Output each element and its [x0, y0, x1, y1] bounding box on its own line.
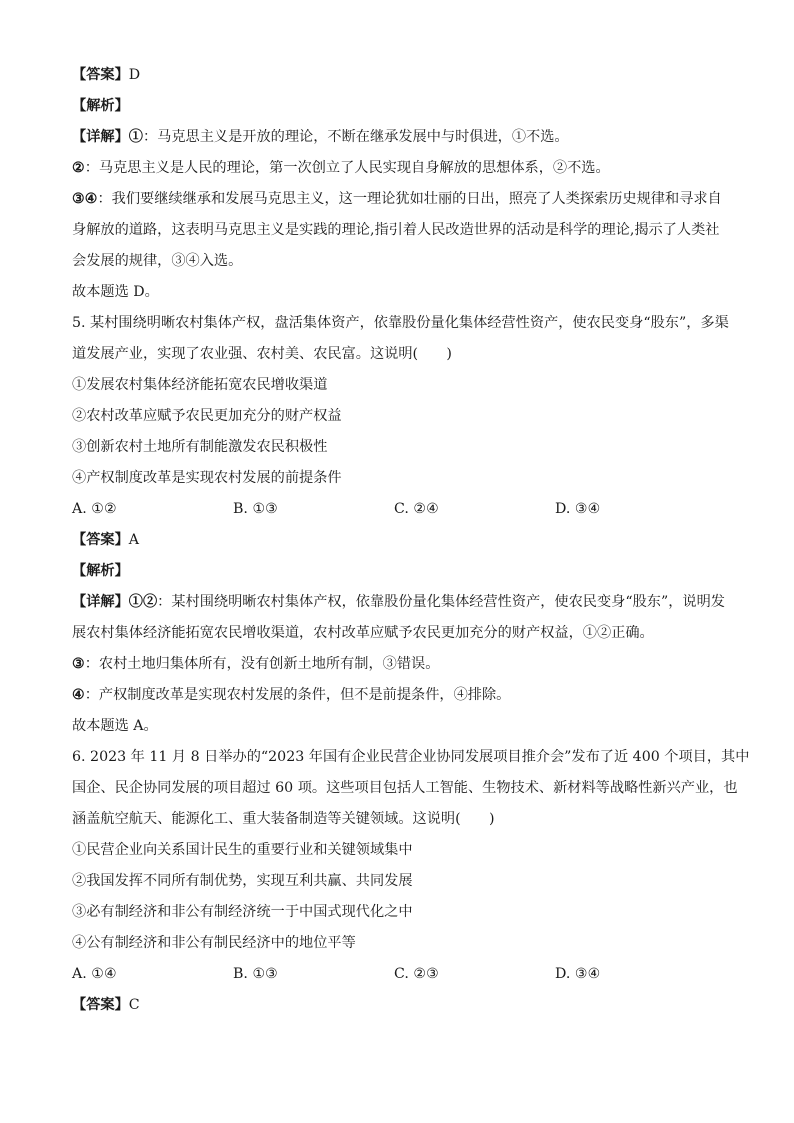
q5-statement: ③创新农村土地所有制能激发农民积极性: [72, 439, 328, 455]
q4-detail-1: [72, 122, 724, 153]
q5-stem-line1: 5. 某村围绕明晰农村集体产权，盘活集体资产，依靠股份量化集体经营性资产，使农民变身“股东”，多渠: [72, 315, 729, 331]
answer-label: 【答案】: [72, 67, 129, 83]
detail-label: 【详解】: [72, 129, 129, 145]
answer-value: D: [128, 67, 141, 83]
q6-stem-line3: 涵盖航空航天、能源化工、重大装备制造等关键领域。这说明( ): [72, 811, 495, 827]
q4-detail-3-line3: 会发展的规律，③④入选。: [72, 253, 243, 269]
q5-stem-line2: 道发展产业，实现了农业强、农村美、农民富。这说明( ): [72, 346, 452, 362]
q4-answer: [72, 60, 724, 91]
q5-options: [72, 494, 724, 525]
detail-nums: ①: [128, 129, 143, 145]
document-page: [72, 60, 750, 1021]
q5-answer: [72, 525, 724, 556]
q5-analysis-label: 【解析】: [72, 563, 129, 579]
q4-detail-3-line2: 身解放的道路，这表明马克思主义是实践的理论,指引着人民改造世界的活动是科学的理论,揭示了人类社: [72, 222, 720, 238]
q5-conclusion: 故本题选 A。: [72, 718, 158, 734]
detail-nums: ②: [72, 160, 85, 176]
answer-value: A: [128, 532, 140, 548]
detail-nums: ①②: [128, 594, 158, 610]
detail-text: ：某村围绕明晰农村集体产权，依靠股份量化集体经营性资产，使农民变身“股东”，说明发: [157, 594, 725, 610]
q5-statement: ④产权制度改革是实现农村发展的前提条件: [72, 470, 342, 486]
detail-nums: ③: [72, 656, 85, 672]
answer-value: C: [128, 997, 140, 1013]
option-d: D. ③④: [555, 966, 601, 982]
q6-options: [72, 959, 724, 990]
q5-detail-4: [72, 680, 724, 711]
q5-detail-1-line1: [72, 587, 724, 618]
detail-text: ：农村土地归集体所有，没有创新土地所有制，③错误。: [84, 656, 440, 672]
q4-analysis-label: 【解析】: [72, 98, 129, 114]
q6-statement: ③必有制经济和非公有制经济统一于中国式现代化之中: [72, 904, 413, 920]
option-c: C. ②③: [394, 966, 439, 982]
q5-detail-1-line2: 展农村集体经济能拓宽农民增收渠道，农村改革应赋予农民更加充分的财产权益，①②正确。: [72, 625, 654, 641]
detail-nums: ③④: [72, 191, 98, 207]
q5-statement: ①发展农村集体经济能拓宽农民增收渠道: [72, 377, 328, 393]
q6-statement: ①民营企业向关系国计民生的重要行业和关键领域集中: [72, 842, 413, 858]
detail-text: ：马克思主义是开放的理论，不断在继承发展中与时俱进，①不选。: [142, 129, 569, 145]
option-a: A. ①④: [72, 966, 117, 982]
detail-text: ：马克思主义是人民的理论，第一次创立了人民实现自身解放的思想体系，②不选。: [84, 160, 610, 176]
option-b: B. ①③: [233, 501, 278, 517]
q6-statement: ②我国发挥不同所有制优势，实现互利共赢、共同发展: [72, 873, 413, 889]
option-a: A. ①②: [72, 501, 117, 517]
q6-statement: ④公有制经济和非公有制民经济中的地位平等: [72, 935, 356, 951]
option-d: D. ③④: [555, 501, 601, 517]
q6-stem-line1: 6. 2023 年 11 月 8 日举办的“2023 年国有企业民营企业协同发展项目推介会”发布了近 400 个项目，其中: [72, 749, 750, 765]
q6-stem-line2: 国企、民企协同发展的项目超过 60 项。这些项目包括人工智能、生物技术、新材料等战略性新兴产业，也: [72, 780, 738, 796]
q4-detail-3-line1: [72, 184, 724, 215]
q5-detail-3: [72, 649, 724, 680]
option-b: B. ①③: [233, 966, 278, 982]
q5-statement: ②农村改革应赋予农民更加充分的财产权益: [72, 408, 342, 424]
q6-answer: [72, 990, 724, 1021]
option-c: C. ②④: [394, 501, 439, 517]
q4-conclusion: 故本题选 D。: [72, 284, 159, 300]
detail-text: ：我们要继续继承和发展马克思主义，这一理论犹如壮丽的日出，照亮了人类探索历史规律和寻求自: [97, 191, 722, 207]
q4-detail-2: [72, 153, 724, 184]
detail-nums: ④: [72, 687, 85, 703]
answer-label: 【答案】: [72, 532, 129, 548]
detail-text: ：产权制度改革是实现农村发展的条件，但不是前提条件，④排除。: [84, 687, 511, 703]
detail-label: 【详解】: [72, 594, 129, 610]
answer-label: 【答案】: [72, 997, 129, 1013]
